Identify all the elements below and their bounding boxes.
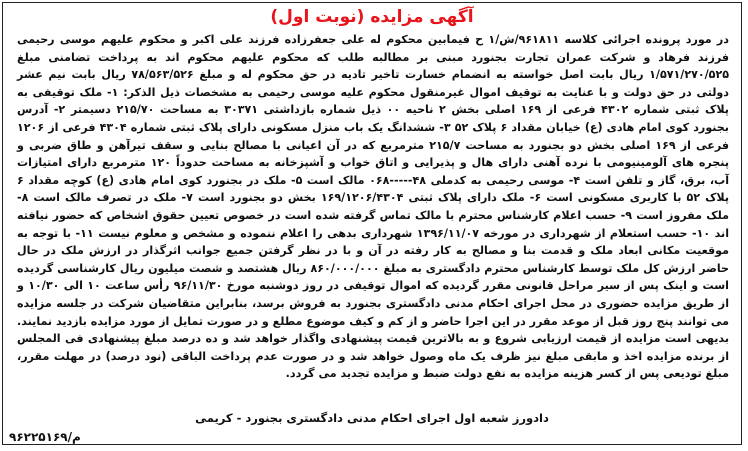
notice-code: ۹۶۲۲۵۱۶۹/م bbox=[9, 430, 81, 444]
auction-notice bbox=[2, 2, 742, 445]
notice-body bbox=[17, 31, 729, 383]
notice-title: آگهی مزایده (نوبت اول) bbox=[270, 7, 474, 27]
notice-signature: دادورز شعبه اول اجرای احکام مدنی دادگستری بجنورد - کریمی bbox=[195, 411, 549, 425]
notice-body-text: در مورد پرونده اجرائی کلاسه ۹۶۱۸۱۱/ش/۱ ح فیمابین محکوم له علی جعفرزاده فرزند علی اکبر و محکوم علیهم موسی رحیمی فرزند فرهاد و شرکت عمران تجارت بجنورد مبنی بر مطالبه طلب که محکوم علیهم محکوم اند به پرداخت تضامنی مبلغ ۱/۵۷۱/۲۷۰/۵۲۵ ریال بابت اصل خواسته به انضمام خسارت تاخیر تادیه در حق محکوم له و مبلغ ۷۸/۵۶۳/۵۲۶ ریال بابت نیم عشر دولتی در حق دولت و با عنایت به توقیف اموال غیرمنقول محکوم علیه موسی رحیمی به مشخصات ذیل الذکر: ۱- ملک توقیفی به پلاک ثبتی شماره ۴۳۰۲ فرعی از ۱۶۹ اصلی بخش ۲ ناحیه ۰۰ ذیل شماره بازداشتی ۳۰۳۷۱ به مساحت ۲۱۵/۷۰ دسیمتر ۲- آدرس بجنورد کوی امام هادی (ع) خیابان مقداد ۶ پلاک ۵۲ ۳- ششدانگ یک باب منزل مسکونی دارای پلاک ثبتی شماره ۴۳۰۴ فرعی از ۱۲۰۶ فرعی از ۱۶۹ اصلی بخش دو بجنورد به مساحت ۲۱۵/۷ مترمربع که در آن اعیانی با مصالح بنایی و سقف تیرآهن و طاق ضربی و پنجره های آلومینیومی با نرده آهنی دارای هال و پذیرایی و اتاق خواب و آشپزخانه به مساحت حدوداً ۱۲۰ مترمربع دارای امتیازات آب، برق، گاز و تلفن است ۴- موسی رحیمی به کدملی ۴۸-----۰۶۸ مالک است ۵- ملک در بجنورد کوی امام هادی (ع) کوچه مقداد ۶ پلاک ۵۲ با کاربری مسکونی است ۶- ملک دارای پلاک ثبتی ۱۶۹/۱۲۰۶/۴۳۰۴ بخش دو بجنورد است ۷- ملک در تصرف مالک است ۸- ملک مفروز است ۹- حسب اعلام کارشناس محترم با مالک تماس گرفته شده است در خصوص تعیین حقوق اشخاص که حضور نیافته اند ۱۰- حسب استعلام از شهرداری در مورخه ۱۳۹۶/۱۱/۰۷ شهرداری بدهی را اعلام ننموده و مشخص و معلوم نیست ۱۱- با توجه به موقعیت مکانی ابعاد ملک و قدمت بنا و مصالح به کار رفته در آن و با در نظر گرفتن جمیع جوانب اثرگذار در ارزش ملک در حال حاضر ارزش کل ملک توسط کارشناس محترم دادگستری به مبلغ ۸۶۰/۰۰۰/۰۰۰ ریال هشتصد و شصت میلیون ریال کارشناسی گردیده است و اینک پس از سیر مراحل قانونی مقرر گردیده که اموال توقیفی در روز دوشنبه مورخ ۹۶/۱۱/۳۰ رأس ساعت ۱۰ الی ۱۰/۳۰ و از طریق مزایده حضوری در محل اجرای احکام مدنی دادگستری بجنورد به فروش برسد، بنابراین متقاضیان شرکت در جلسه مزایده می توانند پنج روز قبل از موعد مقرر در این اجرا حاضر و از کم و کیف موضوع مطلع و در صورت تمایل از مورد مزایده بازدید نمایند. بدیهی است مزایده از قیمت ارزیابی شروع و به بالاترین قیمت پیشنهادی واگذار خواهد شد و ده درصد مبلغ پیشنهادی فی المجلس از برنده مزایده اخذ و مابقی مبلغ نیز ظرف یک ماه وصول خواهد شد و در صورت عدم پرداخت الباقی (نود درصد) در مهلت مقرر، مبلغ تودیعی پس از کسر هزینه مزایده به نفع دولت ضبط و مزایده تجدید می گردد. bbox=[17, 33, 730, 381]
